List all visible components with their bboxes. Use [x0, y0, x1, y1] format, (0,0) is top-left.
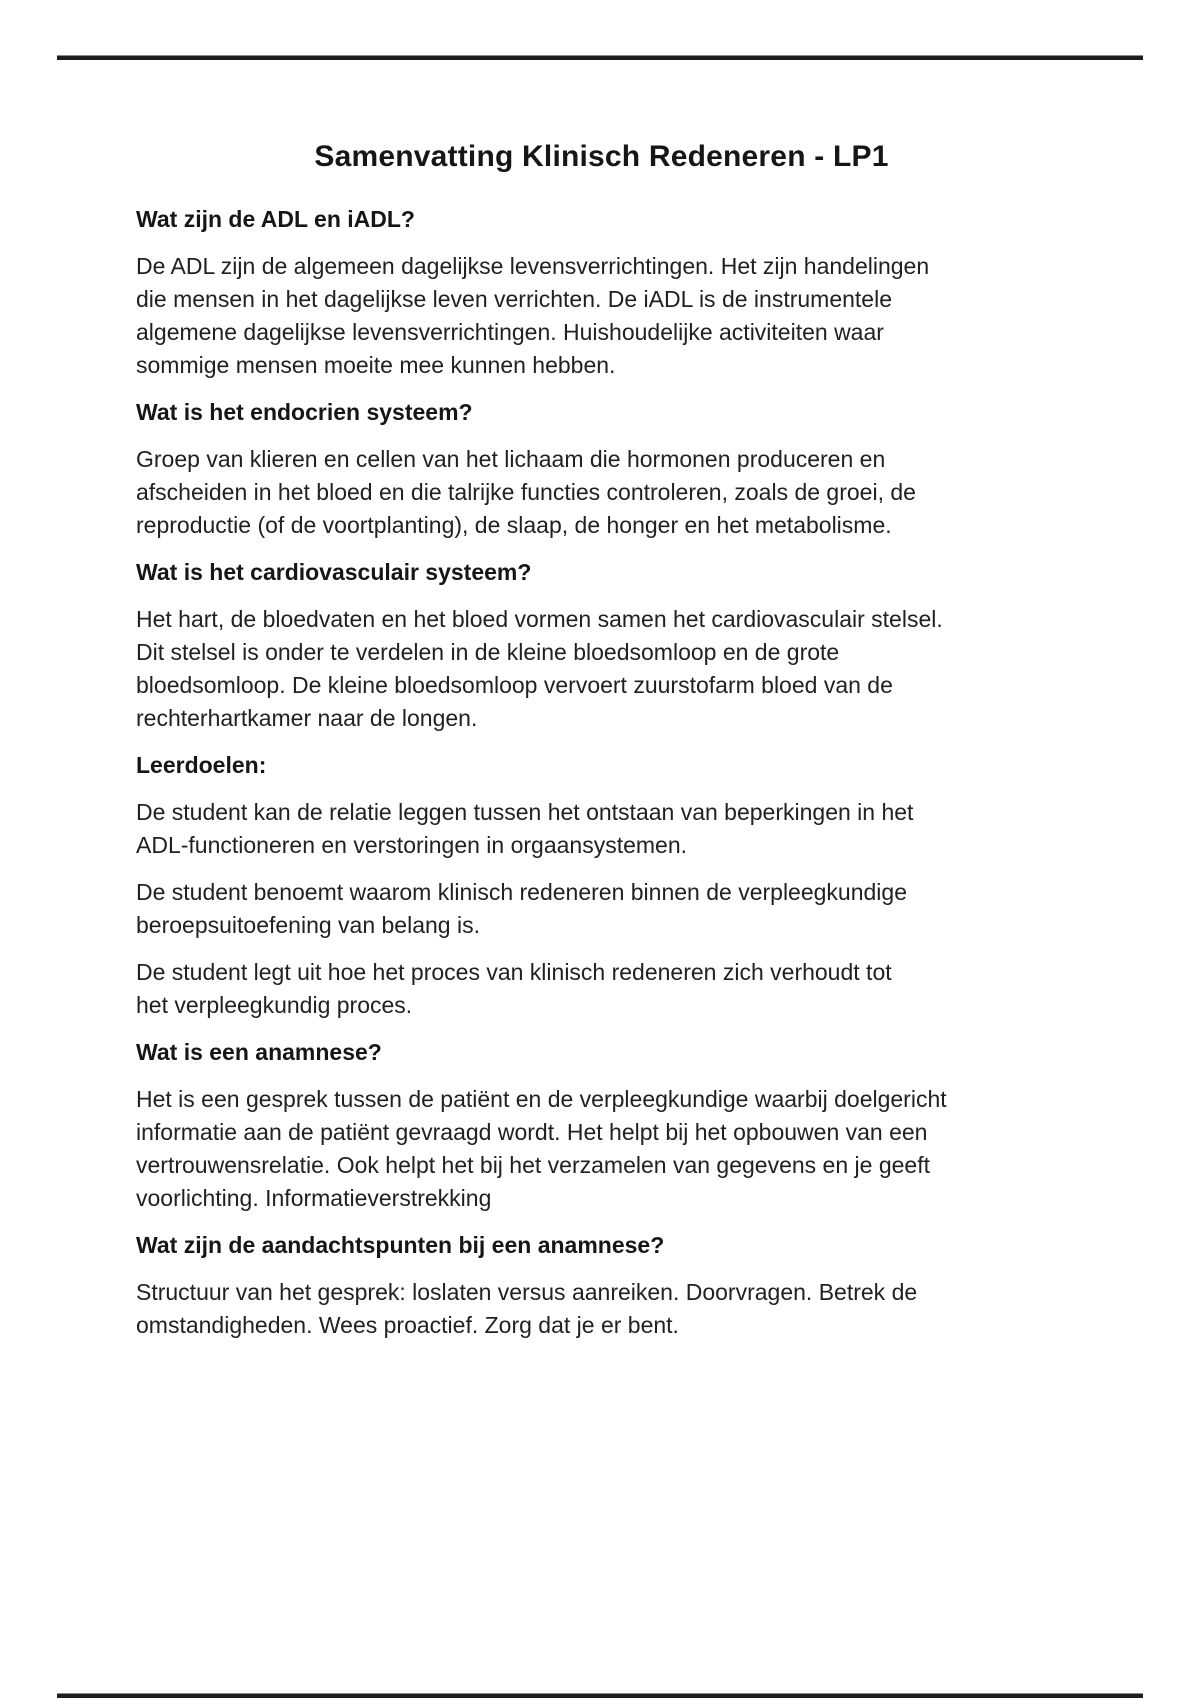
- paragraph-line: afscheiden in het bloed en die talrijke functies controleren, zoals de groei, de: [136, 479, 916, 505]
- paragraph-line: algemene dagelijkse levensverrichtingen. Huishoudelijke activiteiten waar: [136, 319, 884, 345]
- section-heading: Wat zijn de aandachtspunten bij een anamnese?: [136, 1232, 665, 1258]
- paragraph: [136, 250, 1067, 382]
- paragraph-line: omstandigheden. Wees proactief. Zorg dat je er bent.: [136, 1312, 679, 1338]
- paragraph-line: Groep van klieren en cellen van het lichaam die hormonen produceren en: [136, 446, 886, 472]
- paragraph-line: reproductie (of de voortplanting), de slaap, de honger en het metabolisme.: [136, 512, 892, 538]
- paragraph-line: De student kan de relatie leggen tussen het ontstaan van beperkingen in het: [136, 799, 914, 825]
- paragraph-line: informatie aan de patiënt gevraagd wordt. Het helpt bij het opbouwen van een: [136, 1119, 928, 1145]
- paragraph: [136, 603, 1067, 735]
- paragraph-line: rechterhartkamer naar de longen.: [136, 705, 478, 731]
- paragraph: [136, 443, 1067, 542]
- paragraph-line: voorlichting. Informatieverstrekking: [136, 1185, 492, 1211]
- paragraph: [136, 876, 1067, 942]
- paragraph-line: De ADL zijn de algemeen dagelijkse levensverrichtingen. Het zijn handelingen: [136, 253, 930, 279]
- section-heading: Wat is het endocrien systeem?: [136, 399, 473, 425]
- paragraph-line: Dit stelsel is onder te verdelen in de kleine bloedsomloop en de grote: [136, 639, 840, 665]
- section-heading: Wat zijn de ADL en iADL?: [136, 206, 415, 232]
- paragraph-line: sommige mensen moeite mee kunnen hebben.: [136, 352, 616, 378]
- paragraph: [136, 1083, 1067, 1215]
- paragraph-line: bloedsomloop. De kleine bloedsomloop vervoert zuurstofarm bloed van de: [136, 672, 893, 698]
- bottom-horizontal-rule: [57, 1693, 1143, 1698]
- paragraph-line: Het is een gesprek tussen de patiënt en de verpleegkundige waarbij doelgericht: [136, 1086, 947, 1112]
- paragraph-line: die mensen in het dagelijkse leven verrichten. De iADL is de instrumentele: [136, 286, 892, 312]
- section-heading: Wat is een anamnese?: [136, 1039, 382, 1065]
- paragraph-line: beroepsuitoefening van belang is.: [136, 912, 480, 938]
- paragraph-line: De student legt uit hoe het proces van klinisch redeneren zich verhoudt tot: [136, 959, 892, 985]
- paragraph: [136, 956, 1067, 1022]
- paragraph-line: De student benoemt waarom klinisch redeneren binnen de verpleegkundige: [136, 879, 907, 905]
- paragraph-line: ADL-functioneren en verstoringen in orgaansystemen.: [136, 832, 688, 858]
- paragraph: [136, 796, 1067, 862]
- paragraph-line: het verpleegkundig proces.: [136, 992, 413, 1018]
- top-horizontal-rule: [57, 55, 1143, 60]
- paragraph: [136, 1276, 1067, 1342]
- paragraph-line: vertrouwensrelatie. Ook helpt het bij het verzamelen van gegevens en je geeft: [136, 1152, 930, 1178]
- document-body: [136, 203, 1067, 1342]
- document-content: [136, 137, 1067, 1356]
- section-heading: Wat is het cardiovasculair systeem?: [136, 559, 532, 585]
- paragraph-line: Structuur van het gesprek: loslaten versus aanreiken. Doorvragen. Betrek de: [136, 1279, 918, 1305]
- page-title: Samenvatting Klinisch Redeneren - LP1: [314, 140, 889, 173]
- paragraph-line: Het hart, de bloedvaten en het bloed vormen samen het cardiovasculair stelsel.: [136, 606, 943, 632]
- section-heading: Leerdoelen:: [136, 752, 267, 778]
